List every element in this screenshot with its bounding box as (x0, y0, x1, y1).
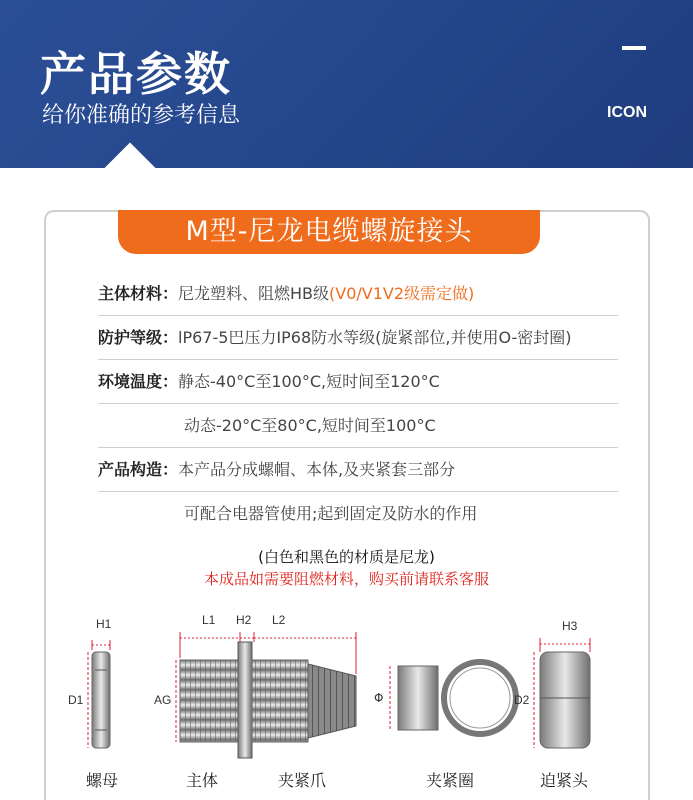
nut-part (68, 617, 112, 748)
warning-note: 本成品如需要阻燃材料，购买前请联系客服 (203, 570, 489, 588)
spec-row-protection (98, 316, 618, 360)
parts-diagram (0, 600, 693, 800)
spec-value: 本产品分成螺帽、本体,及夹紧套三部分 (178, 460, 456, 479)
spec-value: lP67-5巴压力IP68防水等级(旋紧部位,并使用O-密封圈) (178, 328, 572, 347)
spec-value: 静态-40°C至100°C,短时间至120°C (178, 372, 440, 391)
dim-phi: Φ (374, 691, 384, 705)
dim-h2: H2 (236, 613, 252, 627)
page-title: 产品参数 (40, 47, 232, 101)
spec-value: 可配合电器管使用;起到固定及防水的作用 (184, 504, 478, 523)
dash-icon (622, 46, 646, 50)
spec-label: 主体材料： (98, 284, 179, 303)
dim-l2: L2 (272, 613, 286, 627)
label-ring: 夹紧圈 (426, 771, 475, 790)
spec-label: 防护等级： (98, 328, 179, 347)
dim-h3: H3 (562, 619, 578, 633)
spec-row-temp-static (98, 360, 618, 404)
label-cap: 迫紧头 (540, 771, 589, 790)
label-body: 主体 (186, 771, 219, 790)
spec-row-structure-2 (98, 492, 618, 536)
product-title: M型-尼龙电缆螺旋接头 (118, 210, 540, 254)
label-claw: 夹紧爪 (278, 771, 327, 790)
spec-label: 环境温度： (98, 372, 179, 391)
body-part (154, 613, 356, 758)
ring-part (374, 662, 516, 734)
dim-h1: H1 (96, 617, 112, 631)
dim-l1: L1 (202, 613, 216, 627)
icon-label: ICON (607, 104, 647, 121)
spec-label: 产品构造： (98, 460, 179, 479)
material-note: (白色和黑色的材质是尼龙) (258, 548, 435, 566)
spec-value: 尼龙塑料、阻燃HB级 (178, 284, 330, 303)
spec-value: 动态-20°C至80°C,短时间至100°C (184, 416, 436, 435)
page-subtitle: 给你准确的参考信息 (42, 103, 241, 128)
dim-d1: D1 (68, 693, 84, 707)
header-banner (0, 0, 693, 168)
spec-highlight: (V0/V1V2级需定做) (329, 284, 475, 303)
cap-part (514, 619, 590, 748)
label-nut: 螺母 (86, 771, 119, 790)
spec-row-material (98, 272, 618, 316)
spec-row-structure (98, 448, 618, 492)
dim-d2: D2 (514, 693, 530, 707)
dim-ag: AG (154, 693, 172, 707)
spec-row-temp-dynamic (98, 404, 618, 448)
